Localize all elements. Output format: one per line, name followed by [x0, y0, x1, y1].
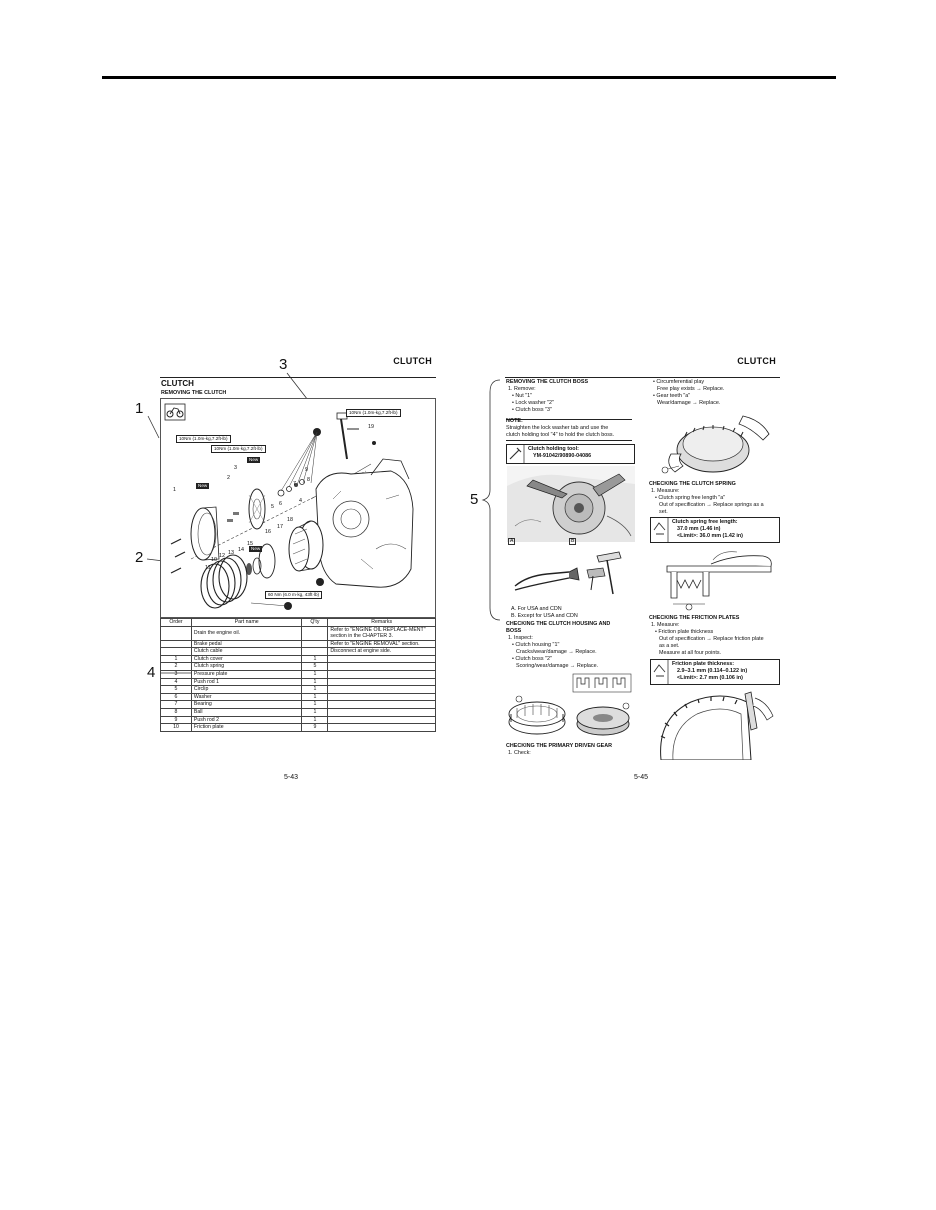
spring-spec-limit: <Limit>: 36.0 mm (1.42 in) — [677, 533, 743, 539]
part-cell: Washer — [191, 693, 302, 701]
remarks-cell: Refer to "ENGINE REMOVAL" section. — [328, 640, 436, 648]
part-number: 13 — [228, 550, 234, 556]
plates-step: 1. Measure: — [651, 622, 680, 628]
housing-heading: CHECKING THE CLUTCH HOUSING AND — [506, 621, 611, 627]
qty-cell: 1 — [302, 716, 328, 724]
callout-1: 1 — [135, 400, 144, 417]
column-header: Part name — [191, 619, 302, 627]
table-row — [161, 655, 436, 663]
plates-spec-value: 2.9–3.1 mm (0.114–0.122 in) — [677, 668, 748, 674]
play-line: Wear/damage → Replace. — [657, 400, 721, 406]
tool-icon — [507, 445, 525, 463]
part-cell: Push rod 1 — [191, 678, 302, 686]
callout-4: 4 — [147, 664, 156, 681]
fig-label-a: A — [510, 538, 514, 544]
plates-line: • Friction plate thickness — [655, 629, 714, 635]
plates-spec-box — [650, 659, 780, 685]
friction-plate-illustration — [651, 688, 779, 760]
legend-line: B. Except for USA and CDN — [511, 613, 578, 619]
qty-cell: 9 — [302, 724, 328, 732]
new-tag: New — [249, 457, 259, 462]
spec-icon — [651, 518, 669, 542]
table-row — [161, 648, 436, 656]
friction-plate-drawing — [651, 688, 779, 760]
part-cell: Brake pedal — [191, 640, 302, 648]
part-number: 14 — [238, 547, 244, 553]
spring-measure-illustration — [651, 546, 779, 612]
table-header-row — [161, 619, 436, 627]
order-cell — [161, 648, 192, 656]
qty-cell: 1 — [302, 670, 328, 678]
spring-line: • Clutch spring free length "a" — [655, 495, 726, 501]
new-tag: New — [251, 546, 261, 551]
legend-line: A. For USA and CDN — [511, 606, 562, 612]
left-page-subtitle: REMOVING THE CLUTCH — [161, 390, 227, 396]
table-row — [161, 701, 436, 709]
boss-heading: REMOVING THE CLUTCH BOSS — [506, 379, 589, 385]
part-number: 2 — [227, 475, 230, 481]
qty-cell: 1 — [302, 678, 328, 686]
part-number: 17 — [277, 524, 283, 530]
remarks-cell — [328, 655, 436, 663]
qty-cell: 5 — [302, 663, 328, 671]
torque-label: 60 Nm (6.0 m·kg, 43ft·lb) — [265, 591, 322, 599]
order-cell: 10 — [161, 724, 192, 732]
qty-cell — [302, 640, 328, 648]
note-rule — [506, 419, 632, 420]
table-row — [161, 678, 436, 686]
table-row — [161, 640, 436, 648]
primary-gear-heading: CHECKING THE PRIMARY DRIVEN GEAR — [506, 743, 613, 749]
right-running-head: CLUTCH — [737, 356, 776, 366]
play-line: • Gear teeth "a" — [653, 393, 691, 399]
part-cell: Drain the engine oil. — [191, 626, 302, 640]
table-row — [161, 708, 436, 716]
play-line: • Circumferential play — [653, 379, 705, 385]
table-row — [161, 663, 436, 671]
qty-cell: 1 — [302, 708, 328, 716]
order-cell: 1 — [161, 655, 192, 663]
housing-line: • Clutch housing "1" — [512, 642, 560, 648]
remarks-cell — [328, 686, 436, 694]
remarks-cell — [328, 663, 436, 671]
table-row — [161, 670, 436, 678]
part-cell: Circlip — [191, 686, 302, 694]
part-number: 18 — [287, 517, 293, 523]
part-number: 6 — [279, 501, 282, 507]
clutch-holding-tool-box — [506, 444, 635, 464]
part-number: 4 — [299, 498, 302, 504]
left-running-head: CLUTCH — [393, 356, 432, 366]
primary-gear-step: 1. Check: — [508, 750, 531, 756]
table-row — [161, 724, 436, 732]
tool-label: Clutch holding tool: — [528, 446, 579, 452]
remarks-cell — [328, 708, 436, 716]
part-cell: Push rod 2 — [191, 716, 302, 724]
spring-spec-box — [650, 517, 780, 543]
torque-label: 10Nm (1.0m-kg,7.2ft-lb) — [176, 435, 231, 443]
order-cell: 7 — [161, 701, 192, 709]
part-number: 10 — [211, 557, 217, 563]
right-page — [505, 350, 780, 782]
qty-cell — [302, 648, 328, 656]
note-end-rule — [506, 440, 632, 441]
qty-cell: 1 — [302, 686, 328, 694]
left-page-number: 5-43 — [284, 774, 299, 781]
part-number: 1 — [173, 487, 176, 493]
order-cell — [161, 640, 192, 648]
primary-gear-check-illustration — [651, 410, 779, 478]
holding-tools-illustration — [507, 546, 635, 604]
table-row — [161, 693, 436, 701]
housing-line: Cracks/wear/damage → Replace. — [516, 649, 597, 655]
table-row — [161, 686, 436, 694]
spring-line: set. — [659, 509, 668, 515]
spring-step: 1. Measure: — [651, 488, 680, 494]
plates-line: Out of specification → Replace friction plate — [659, 636, 764, 642]
part-cell: Bearing — [191, 701, 302, 709]
order-cell: 9 — [161, 716, 192, 724]
note-line: Straighten the lock washer tab and use the — [506, 425, 609, 431]
table-row — [161, 626, 436, 640]
order-cell: 2 — [161, 663, 192, 671]
spring-heading: CHECKING THE CLUTCH SPRING — [649, 481, 736, 487]
spring-spec-title: Clutch spring free length: — [672, 519, 738, 525]
caliper-drawing — [651, 546, 779, 612]
table-row — [161, 716, 436, 724]
play-line: Free play exists → Replace. — [657, 386, 725, 392]
order-cell: 5 — [161, 686, 192, 694]
remarks-cell — [328, 701, 436, 709]
boss-item: • Lock washer "2" — [512, 400, 554, 406]
remarks-cell — [328, 670, 436, 678]
part-number: 19 — [368, 424, 374, 430]
fig-label-b: B — [571, 538, 575, 544]
order-cell: 3 — [161, 670, 192, 678]
remarks-cell — [328, 724, 436, 732]
note-line: clutch holding tool "4" to hold the clutch boss. — [506, 432, 615, 438]
column-header: Q'ty — [302, 619, 328, 627]
callout-3: 3 — [279, 356, 288, 373]
gear-check-drawing — [651, 410, 779, 478]
part-cell: Friction plate — [191, 724, 302, 732]
callout-5: 5 — [470, 491, 479, 508]
order-cell: 6 — [161, 693, 192, 701]
plates-line: as a set. — [659, 643, 680, 649]
qty-cell: 1 — [302, 693, 328, 701]
boss-step: 1. Remove: — [508, 386, 536, 392]
part-number: 15 — [247, 541, 253, 547]
spring-spec-value: 37.0 mm (1.46 in) — [677, 526, 721, 532]
part-number: 8 — [307, 477, 310, 483]
housing-drawing — [507, 672, 635, 740]
tool-number: YM-91042/90890-04086 — [533, 453, 592, 459]
qty-cell: 1 — [302, 655, 328, 663]
plates-heading: CHECKING THE FRICTION PLATES — [649, 615, 740, 621]
tools-drawing — [507, 546, 635, 604]
part-number: 11 — [205, 565, 211, 571]
part-number: 5 — [271, 504, 274, 510]
right-head-rule — [505, 377, 780, 378]
order-cell — [161, 626, 192, 640]
part-cell: Clutch spring — [191, 663, 302, 671]
callout-2: 2 — [135, 549, 144, 566]
clutch-housing-illustration — [507, 672, 635, 740]
remarks-cell — [328, 678, 436, 686]
housing-line: • Clutch boss "2" — [512, 656, 552, 662]
boss-item: • Nut "1" — [512, 393, 533, 399]
plates-spec-title: Friction plate thickness: — [672, 661, 735, 667]
part-cell: Ball — [191, 708, 302, 716]
note-label: NOTE: — [506, 418, 523, 424]
order-cell: 8 — [161, 708, 192, 716]
remarks-cell: Disconnect at engine side. — [328, 648, 436, 656]
remarks-cell: Refer to "ENGINE OIL REPLACE-MENT" section in the CHAPTER 3. — [328, 626, 436, 640]
new-tag: New — [198, 483, 208, 488]
torque-label: 10Nm (1.0m·kg,7.2ft·lb) — [211, 445, 266, 453]
housing-heading: BOSS — [506, 628, 522, 634]
part-cell: Clutch cable — [191, 648, 302, 656]
qty-cell: 1 — [302, 701, 328, 709]
plates-spec-limit: <Limit>: 2.7 mm (0.106 in) — [677, 675, 743, 681]
right-page-number: 5-45 — [634, 774, 649, 781]
spec-icon — [651, 660, 669, 684]
part-number: 7 — [293, 481, 296, 487]
spring-line: Out of specification → Replace springs as a — [659, 502, 764, 508]
housing-step: 1. Inspect: — [508, 635, 533, 641]
clutch-exploded-diagram — [160, 398, 436, 618]
order-cell: 4 — [161, 678, 192, 686]
left-page — [160, 350, 436, 782]
clutch-boss-photo — [507, 466, 635, 542]
part-cell: Pressure plate — [191, 670, 302, 678]
part-number: 3 — [234, 465, 237, 471]
housing-line: Scoring/wear/damage → Replace. — [516, 663, 599, 669]
part-cell: Clutch cover — [191, 655, 302, 663]
remarks-cell — [328, 716, 436, 724]
parts-table — [160, 618, 436, 732]
column-header: Order — [161, 619, 192, 627]
left-head-rule — [160, 377, 436, 378]
remarks-cell — [328, 693, 436, 701]
column-header: Remarks — [328, 619, 436, 627]
left-page-title: CLUTCH — [161, 379, 194, 388]
torque-label: 10Nm (1.0m-kg,7.2ft-lb) — [346, 409, 401, 417]
part-number: 12 — [219, 553, 225, 559]
qty-cell — [302, 626, 328, 640]
boss-photo-drawing — [507, 466, 635, 542]
plates-line: Measure at all four points. — [659, 650, 722, 656]
part-number: 9 — [305, 467, 308, 473]
part-number: 16 — [265, 529, 271, 535]
diagram-drawing — [161, 399, 435, 617]
boss-item: • Clutch boss "3" — [512, 407, 552, 413]
